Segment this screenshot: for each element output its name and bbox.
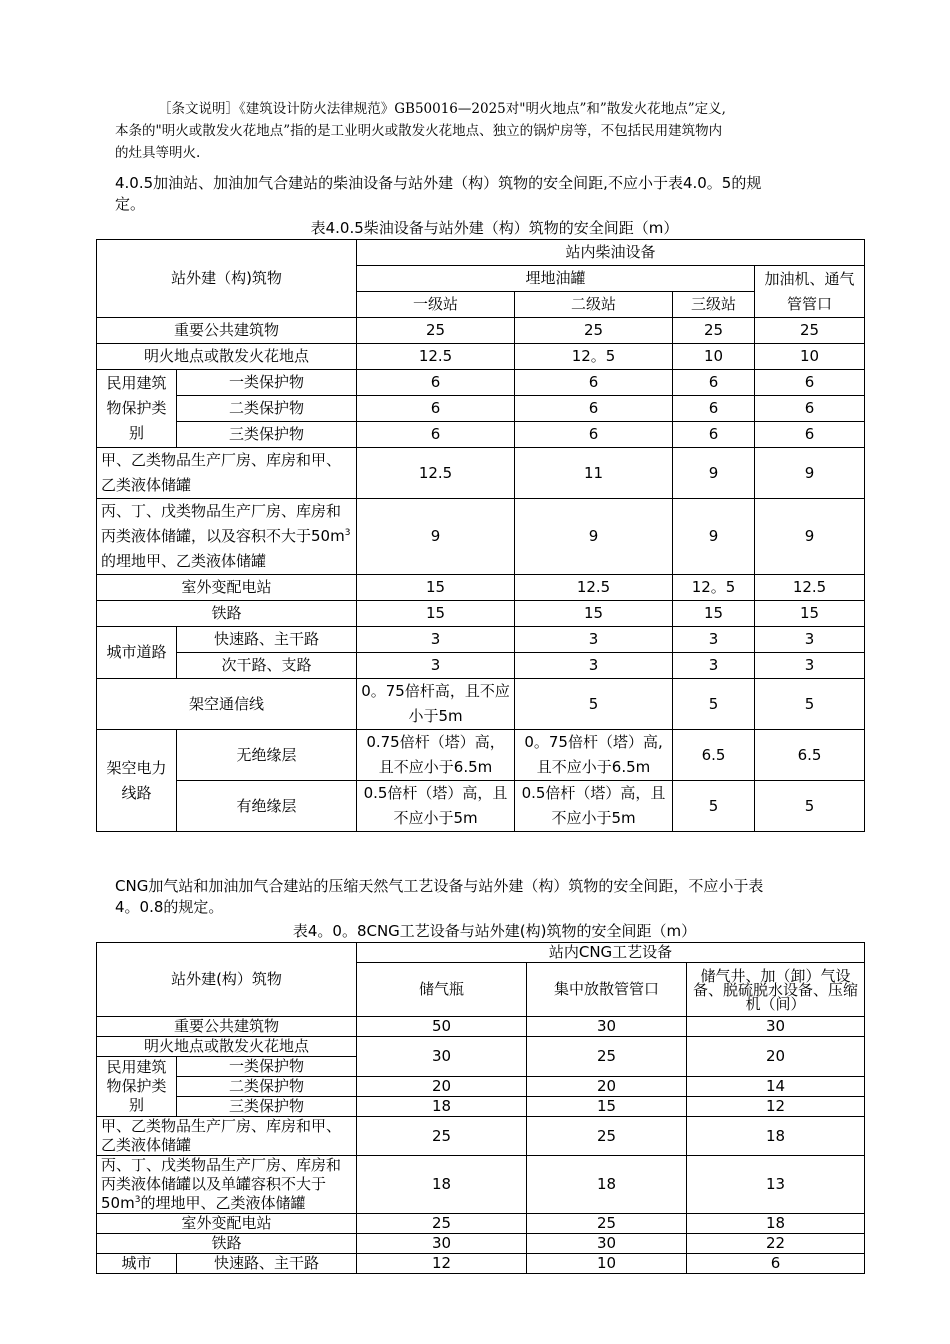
row-label: 一类保护物 bbox=[177, 1057, 357, 1077]
table-row bbox=[97, 318, 865, 344]
cell: 14 bbox=[687, 1077, 865, 1097]
cell: 30 bbox=[527, 1234, 687, 1254]
cell: 9 bbox=[755, 448, 865, 499]
row-group-label: 民用建筑物保护类别 bbox=[97, 370, 177, 448]
col-header: 二级站 bbox=[515, 292, 673, 318]
note-line: 本条的"明火或散发火花地点”指的是工业明火或散发火花地点、独立的锅炉房等，不包括民用建筑物内 bbox=[115, 123, 723, 139]
table-corner-header: 站外建(构）筑物 bbox=[97, 943, 357, 1017]
cell: 6.5 bbox=[673, 730, 755, 781]
table-row bbox=[97, 679, 865, 730]
cell: 0。75倍杆高，且不应小于5m bbox=[357, 679, 515, 730]
cell: 0.5倍杆（塔）高，且不应小于5m bbox=[515, 781, 673, 832]
cell: 15 bbox=[755, 601, 865, 627]
cell: 3 bbox=[515, 653, 673, 679]
cell: 6 bbox=[515, 396, 673, 422]
cell: 6 bbox=[673, 396, 755, 422]
row-label: 甲、乙类物品生产厂房、库房和甲、乙类液体储罐 bbox=[97, 1117, 357, 1156]
table-row bbox=[97, 781, 865, 832]
cell: 12。5 bbox=[673, 575, 755, 601]
col-header: 一级站 bbox=[357, 292, 515, 318]
cell: 12.5 bbox=[357, 344, 515, 370]
cell: 0.5倍杆（塔）高，且不应小于5m bbox=[357, 781, 515, 832]
cell: 15 bbox=[357, 575, 515, 601]
cell: 20 bbox=[357, 1077, 527, 1097]
row-label bbox=[97, 1156, 357, 1214]
table-row bbox=[97, 370, 865, 396]
cell: 3 bbox=[755, 627, 865, 653]
table-row bbox=[97, 627, 865, 653]
cell: 5 bbox=[755, 781, 865, 832]
cell: 3 bbox=[357, 627, 515, 653]
cell: 25 bbox=[673, 318, 755, 344]
cell: 18 bbox=[687, 1214, 865, 1234]
cell: 25 bbox=[357, 318, 515, 344]
table-row bbox=[97, 601, 865, 627]
note-line: ［条文说明］《建筑设计防火法律规范》GB50016—2025对"明火地点”和”散发火花地点”定义, bbox=[158, 101, 726, 117]
cell: 5 bbox=[673, 679, 755, 730]
cell: 3 bbox=[755, 653, 865, 679]
cell: 25 bbox=[357, 1214, 527, 1234]
cell: 50 bbox=[357, 1017, 527, 1037]
table-row bbox=[97, 730, 865, 781]
cell: 25 bbox=[515, 318, 673, 344]
cell: 12.5 bbox=[515, 575, 673, 601]
table-row bbox=[97, 1077, 865, 1097]
cell: 5 bbox=[515, 679, 673, 730]
table-row bbox=[97, 1156, 865, 1214]
row-label: 明火地点或散发火花地点 bbox=[97, 1037, 357, 1057]
group-header: 站内CNG工艺设备 bbox=[357, 943, 865, 963]
clause-line: 定。 bbox=[115, 195, 146, 213]
cell: 30 bbox=[357, 1234, 527, 1254]
cell: 11 bbox=[515, 448, 673, 499]
cell: 9 bbox=[755, 499, 865, 575]
cell: 3 bbox=[673, 653, 755, 679]
cell: 9 bbox=[673, 448, 755, 499]
cell: 3 bbox=[515, 627, 673, 653]
clause-4-0-8 bbox=[115, 876, 885, 918]
cell: 10 bbox=[673, 344, 755, 370]
clause-4-0-5 bbox=[115, 173, 885, 215]
row-label: 二类保护物 bbox=[177, 396, 357, 422]
tank-header: 埋地油罐 bbox=[357, 266, 755, 292]
cell: 18 bbox=[357, 1156, 527, 1214]
row-label-part: 的埋地甲、乙类液体储罐 bbox=[140, 1194, 306, 1212]
cell: 30 bbox=[687, 1017, 865, 1037]
cell: 6.5 bbox=[755, 730, 865, 781]
cell: 3 bbox=[673, 627, 755, 653]
row-label: 快速路、主干路 bbox=[177, 627, 357, 653]
superscript: 3 bbox=[344, 528, 351, 538]
row-group-label: 架空电力线路 bbox=[97, 730, 177, 832]
row-label: 无绝缘层 bbox=[177, 730, 357, 781]
cell: 12.5 bbox=[755, 575, 865, 601]
row-label-part: 丙、丁、戊类物品生产厂房、库房和丙类液体储罐以及单罐容积不大于50m bbox=[101, 1156, 342, 1212]
cell: 10 bbox=[527, 1254, 687, 1274]
row-label: 重要公共建筑物 bbox=[97, 318, 357, 344]
table-corner-header: 站外建（构)筑物 bbox=[97, 240, 357, 318]
clause-note bbox=[115, 98, 885, 164]
table-row bbox=[97, 422, 865, 448]
col-header: 储气瓶 bbox=[357, 963, 527, 1017]
table-row bbox=[97, 448, 865, 499]
row-label: 室外变配电站 bbox=[97, 1214, 357, 1234]
row-label: 三类保护物 bbox=[177, 422, 357, 448]
cell: 12。5 bbox=[515, 344, 673, 370]
cell: 18 bbox=[527, 1156, 687, 1214]
row-label: 快速路、主干路 bbox=[177, 1254, 357, 1274]
row-group-label: 民用建筑物保护类别 bbox=[97, 1057, 177, 1117]
row-label: 甲、乙类物品生产厂房、库房和甲、乙类液体储罐 bbox=[97, 448, 357, 499]
cell: 10 bbox=[755, 344, 865, 370]
cell: 20 bbox=[527, 1077, 687, 1097]
row-label: 次干路、支路 bbox=[177, 653, 357, 679]
table-row bbox=[97, 1017, 865, 1037]
table-row bbox=[97, 653, 865, 679]
cell: 12 bbox=[687, 1097, 865, 1117]
row-label: 室外变配电站 bbox=[97, 575, 357, 601]
table-row bbox=[97, 499, 865, 575]
table1-caption: 表4.0.5柴油设备与站外建（构）筑物的安全间距（m） bbox=[310, 219, 679, 237]
cell: 3 bbox=[357, 653, 515, 679]
cell: 9 bbox=[673, 499, 755, 575]
cell: 6 bbox=[515, 370, 673, 396]
cell: 6 bbox=[673, 422, 755, 448]
row-label: 二类保护物 bbox=[177, 1077, 357, 1097]
cell: 25 bbox=[527, 1214, 687, 1234]
row-label: 重要公共建筑物 bbox=[97, 1017, 357, 1037]
cell: 5 bbox=[755, 679, 865, 730]
cell: 6 bbox=[357, 422, 515, 448]
cell: 6 bbox=[357, 396, 515, 422]
table-row bbox=[97, 344, 865, 370]
cell: 6 bbox=[755, 422, 865, 448]
superscript: 3 bbox=[134, 1195, 141, 1205]
clause-line: CNG加气站和加油加气合建站的压缩天然气工艺设备与站外建（构）筑物的安全间距，不应小于表 bbox=[115, 877, 764, 895]
cell: 9 bbox=[357, 499, 515, 575]
col-header: 集中放散管管口 bbox=[527, 963, 687, 1017]
cell: 5 bbox=[673, 781, 755, 832]
cell: 30 bbox=[357, 1037, 527, 1077]
cell: 6 bbox=[673, 370, 755, 396]
row-label: 三类保护物 bbox=[177, 1097, 357, 1117]
cell: 6 bbox=[687, 1254, 865, 1274]
table-row bbox=[97, 1037, 865, 1057]
clause-line: 4.0.5加油站、加油加气合建站的柴油设备与站外建（构）筑物的安全间距,不应小于表4.0。5的规 bbox=[115, 174, 762, 192]
diesel-distance-table bbox=[96, 239, 865, 832]
table-row bbox=[97, 1097, 865, 1117]
col-header: 储气井、加（卸）气设备、脱硫脱水设备、压缩机（间） bbox=[687, 963, 865, 1017]
cell: 18 bbox=[687, 1117, 865, 1156]
table-row bbox=[97, 1117, 865, 1156]
cell: 25 bbox=[755, 318, 865, 344]
row-label: 架空通信线 bbox=[97, 679, 357, 730]
cell: 0.75倍杆（塔）高，且不应小于6.5m bbox=[357, 730, 515, 781]
table-row bbox=[97, 575, 865, 601]
row-label: 铁路 bbox=[97, 601, 357, 627]
cell: 6 bbox=[515, 422, 673, 448]
row-group-label: 城市道路 bbox=[97, 627, 177, 679]
cell: 18 bbox=[357, 1097, 527, 1117]
cell: 12.5 bbox=[357, 448, 515, 499]
cell: 15 bbox=[357, 601, 515, 627]
cell: 25 bbox=[527, 1117, 687, 1156]
table-row bbox=[97, 1254, 865, 1274]
row-label-part: 的埋地甲、乙类液体储罐 bbox=[101, 552, 267, 570]
table2-caption: 表4。0。8CNG工艺设备与站外建(构)筑物的安全间距（m） bbox=[292, 922, 697, 940]
cell: 13 bbox=[687, 1156, 865, 1214]
cell: 22 bbox=[687, 1234, 865, 1254]
table-row bbox=[97, 1214, 865, 1234]
cell: 15 bbox=[515, 601, 673, 627]
cell: 6 bbox=[755, 370, 865, 396]
row-label bbox=[97, 499, 357, 575]
cell: 30 bbox=[527, 1017, 687, 1037]
clause-line: 4。0.8的规定。 bbox=[115, 898, 224, 916]
dispenser-header: 加油机、通气管管口 bbox=[755, 266, 865, 318]
group-header: 站内柴油设备 bbox=[357, 240, 865, 266]
cell: 15 bbox=[527, 1097, 687, 1117]
cell: 12 bbox=[357, 1254, 527, 1274]
row-label: 明火地点或散发火花地点 bbox=[97, 344, 357, 370]
cell: 25 bbox=[357, 1117, 527, 1156]
cell: 15 bbox=[673, 601, 755, 627]
cng-distance-table bbox=[96, 942, 865, 1274]
row-label: 一类保护物 bbox=[177, 370, 357, 396]
cell: 6 bbox=[755, 396, 865, 422]
cell: 0。75倍杆（塔）高,且不应小于6.5m bbox=[515, 730, 673, 781]
note-line: 的灶具等明火. bbox=[115, 145, 201, 161]
cell: 9 bbox=[515, 499, 673, 575]
cell: 6 bbox=[357, 370, 515, 396]
row-label-part: 丙、丁、戊类物品生产厂房、库房和丙类液体储罐，以及容积不大于50m bbox=[101, 502, 345, 545]
col-header: 三级站 bbox=[673, 292, 755, 318]
table-row bbox=[97, 1234, 865, 1254]
row-group-label: 城市 bbox=[97, 1254, 177, 1274]
row-label: 铁路 bbox=[97, 1234, 357, 1254]
row-label: 有绝缘层 bbox=[177, 781, 357, 832]
cell: 25 bbox=[527, 1037, 687, 1077]
cell: 20 bbox=[687, 1037, 865, 1077]
table-row bbox=[97, 396, 865, 422]
